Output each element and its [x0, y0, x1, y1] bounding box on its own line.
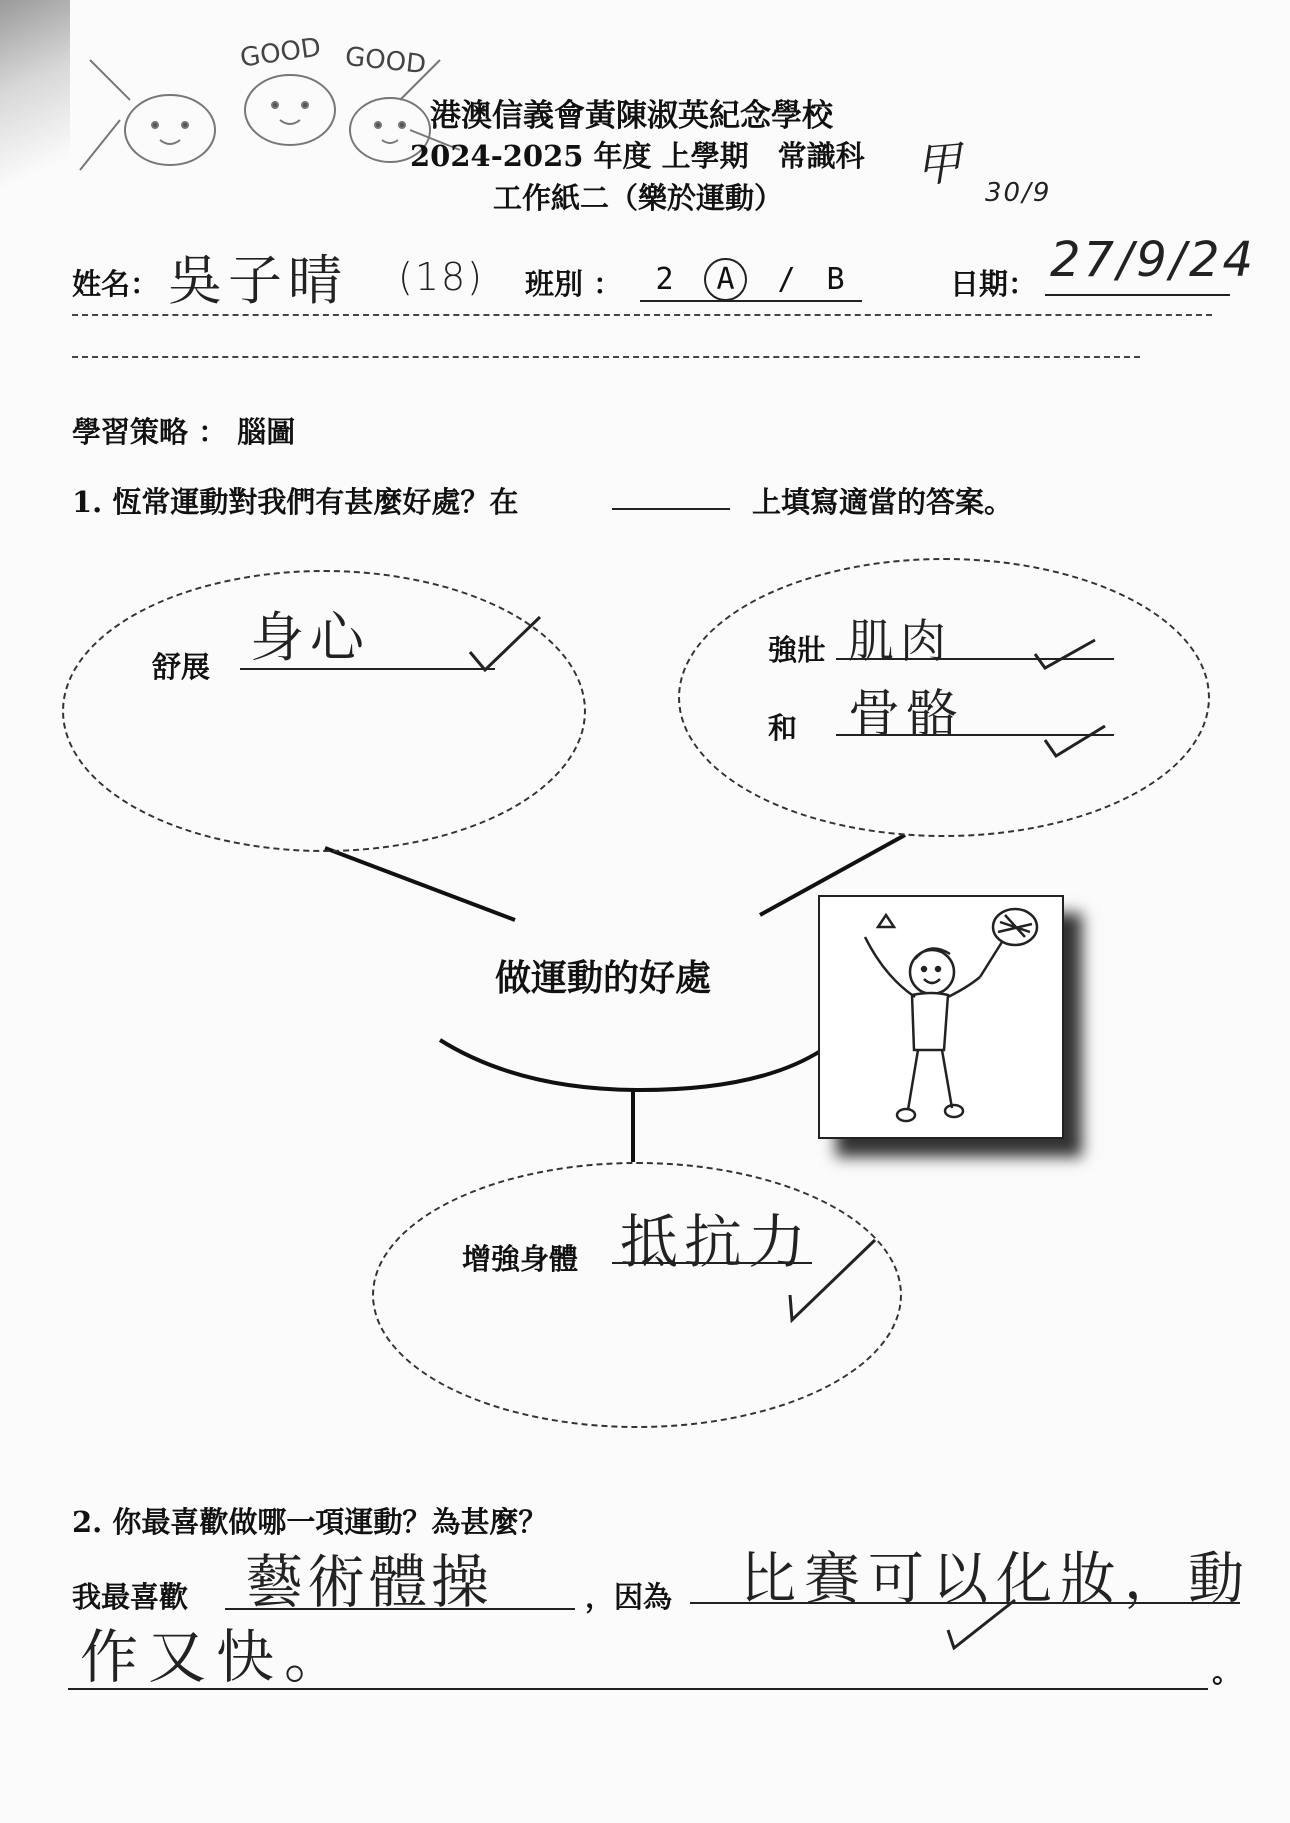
bubble-relax-answer[interactable]: 身心	[250, 606, 370, 669]
bubble-strengthen-answer-1[interactable]: 肌肉	[848, 614, 952, 668]
q2-end-mark: 。	[1212, 1655, 1242, 1689]
q2-reason-line-1[interactable]: 比賽可以化妝，動	[740, 1547, 1252, 1612]
check-mark-icon	[1040, 720, 1110, 760]
bubble-strengthen-answer-2[interactable]: 骨骼	[848, 685, 965, 745]
class-separator: /	[777, 261, 796, 297]
bubble-immunity-answer[interactable]: 抵抗力	[620, 1208, 813, 1276]
teacher-signature: 甲	[913, 134, 970, 194]
class-option-2: 2	[655, 261, 674, 297]
class-option-a[interactable]: A	[704, 258, 746, 301]
date-value[interactable]: 27/9/24	[1050, 232, 1257, 288]
name-label: 姓名：	[72, 267, 160, 301]
student-number: (18)	[398, 255, 485, 299]
check-mark-icon	[780, 1235, 880, 1325]
year-subject-line: 2024-2025 年度 上學期 常識科	[410, 139, 865, 173]
worksheet-title: 工作紙二（樂於運動）	[493, 181, 784, 215]
check-mark-icon	[1030, 632, 1100, 672]
check-mark-icon	[465, 612, 545, 672]
name-value[interactable]: 吳子晴	[168, 249, 348, 312]
check-mark-icon	[940, 1590, 1020, 1650]
mind-map-center: 做運動的好處	[495, 957, 712, 999]
bubble-relax-label: 舒展	[152, 650, 211, 684]
learning-strategy: 學習策略 ： 腦圖	[72, 415, 296, 449]
bubble-strengthen-label-2: 和	[768, 711, 798, 745]
q1-prompt-end: 上填寫適當的答案。	[752, 485, 1014, 519]
q2-reason-blank-2	[68, 1688, 1208, 1690]
q2-prompt: 2. 你最喜歡做哪一項運動？為甚麼？	[72, 1505, 548, 1539]
q2-because-label: ，因為	[585, 1580, 673, 1614]
q1-prompt: 1. 恆常運動對我們有甚麼好處？在	[72, 485, 519, 519]
q2-sport-answer[interactable]: 藝術體操	[245, 1548, 494, 1616]
sticker-good-2: GOOD	[343, 41, 428, 81]
bubble-immunity-label: 增強身體	[462, 1242, 579, 1276]
sticker-good-1: GOOD	[238, 32, 323, 74]
bubble-relax-blank	[240, 668, 495, 670]
q2-reason-line-2[interactable]: 作又快。	[80, 1623, 353, 1691]
date-label: 日期：	[950, 267, 1038, 301]
teacher-mark-date: 30/9	[985, 178, 1052, 208]
q2-favourite-label: 我最喜歡	[72, 1580, 189, 1614]
class-option-b[interactable]: B	[826, 261, 845, 297]
school-name: 港澳信義會黃陳淑英紀念學校	[430, 98, 833, 134]
bubble-strengthen-label-1: 強壯	[768, 633, 827, 667]
badminton-player-icon	[820, 897, 1062, 1137]
badminton-illustration	[818, 895, 1064, 1139]
class-label: 班別 ：	[525, 267, 623, 301]
